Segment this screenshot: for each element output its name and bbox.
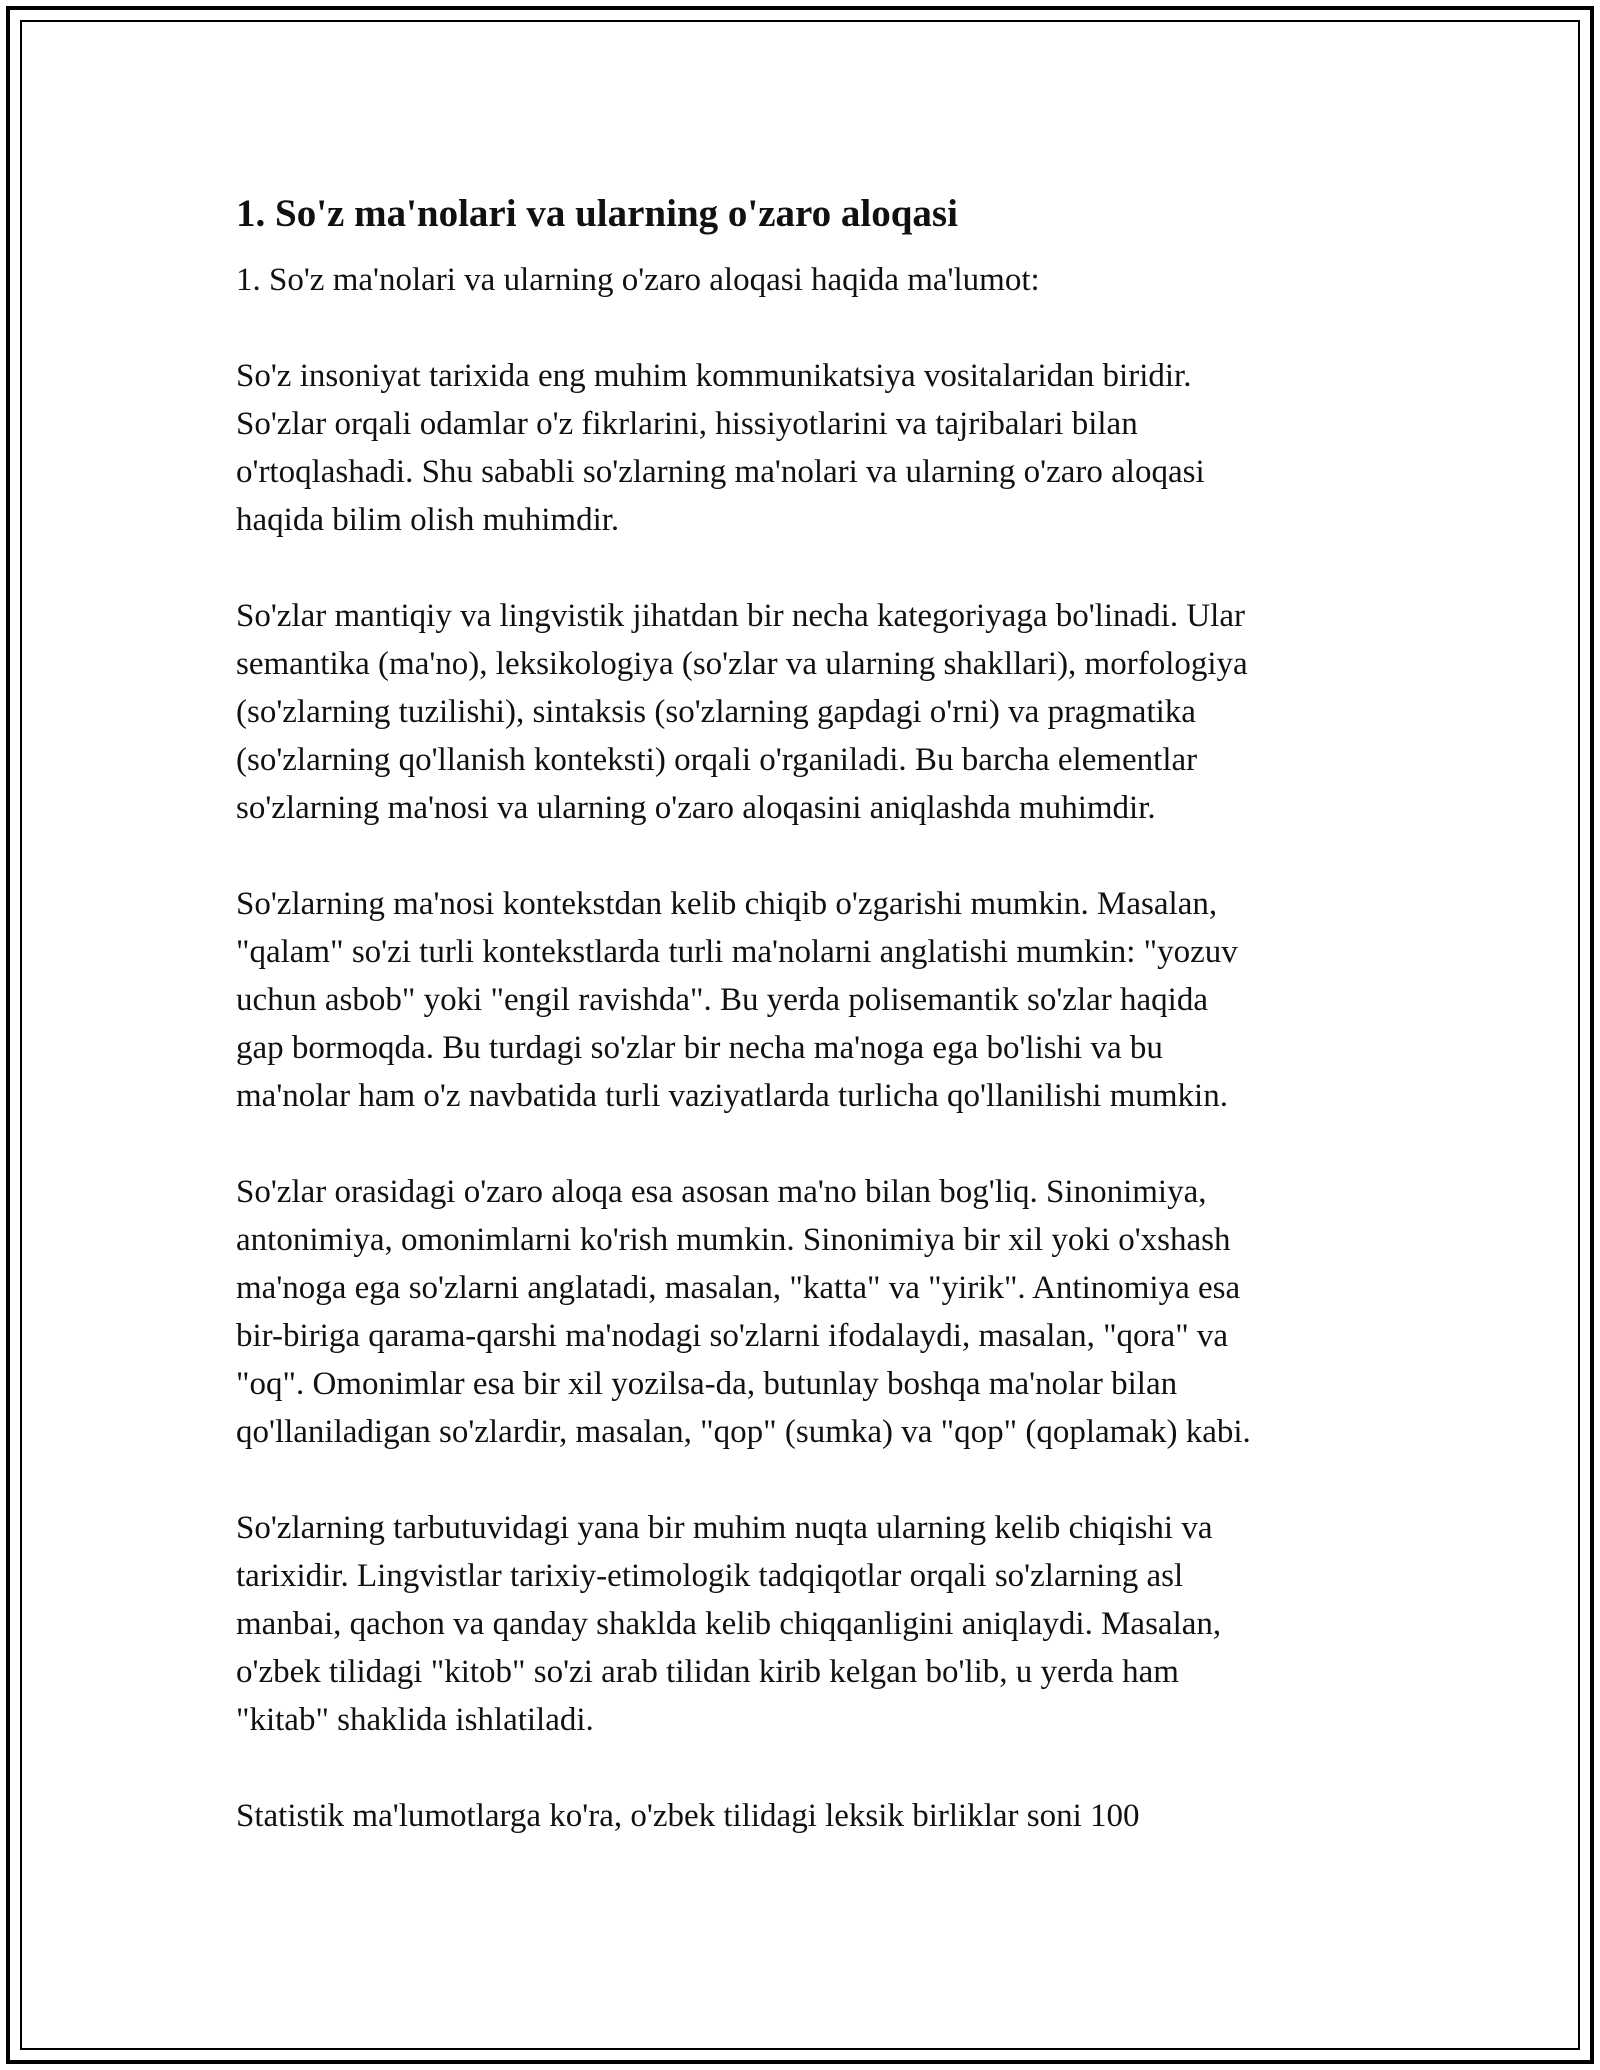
document-body xyxy=(236,186,1396,1840)
paragraph xyxy=(236,1792,1396,1840)
paragraph xyxy=(236,592,1396,832)
paragraph-line: so'zlarning ma'nosi va ularning o'zaro aloqasini aniqlashda muhimdir. xyxy=(236,790,1156,826)
paragraph-line: ma'nolar ham o'z navbatida turli vaziyatlarda turlicha qo'llanilishi mumkin. xyxy=(236,1078,1228,1114)
paragraph-line: antonimiya, omonimlarni ko'rish mumkin. Sinonimiya bir xil yoki o'xshash xyxy=(236,1222,1231,1258)
paragraph-line: o'zbek tilidagi "kitob" so'zi arab tilidan kirib kelgan bo'lib, u yerda ham xyxy=(236,1654,1179,1690)
intro-line: 1. So'z ma'nolari va ularning o'zaro aloqasi haqida ma'lumot: xyxy=(236,262,1040,298)
paragraph-line: So'zlar orqali odamlar o'z fikrlarini, hissiyotlarini va tajribalari bilan xyxy=(236,406,1138,442)
paragraph-line: uchun asbob" yoki "engil ravishda". Bu yerda polisemantik so'zlar haqida xyxy=(236,982,1208,1018)
paragraph-line: "kitab" shaklida ishlatiladi. xyxy=(236,1702,594,1738)
paragraph-line: manbai, qachon va qanday shaklda kelib chiqqanligini aniqlaydi. Masalan, xyxy=(236,1606,1222,1642)
paragraph-line: qo'llaniladigan so'zlardir, masalan, "qop" (sumka) va "qop" (qoplamak) kabi. xyxy=(236,1414,1251,1450)
paragraph-line: o'rtoqlashadi. Shu sababli so'zlarning ma'nolari va ularning o'zaro aloqasi xyxy=(236,454,1205,490)
paragraph xyxy=(236,1168,1396,1456)
paragraph-line: So'zlarning tarbutuvidagi yana bir muhim nuqta ularning kelib chiqishi va xyxy=(236,1510,1213,1546)
paragraph-line: So'z insoniyat tarixida eng muhim kommunikatsiya vositalaridan biridir. xyxy=(236,358,1192,394)
paragraph xyxy=(236,880,1396,1120)
paragraph-line: So'zlar mantiqiy va lingvistik jihatdan bir necha kategoriyaga bo'linadi. Ular xyxy=(236,598,1245,634)
paragraph-line: Statistik ma'lumotlarga ko'ra, o'zbek tilidagi leksik birliklar soni 100 xyxy=(236,1798,1140,1834)
paragraph-line: So'zlarning ma'nosi kontekstdan kelib chiqib o'zgarishi mumkin. Masalan, xyxy=(236,886,1218,922)
paragraph-line: tarixidir. Lingvistlar tarixiy-etimologik tadqiqotlar orqali so'zlarning asl xyxy=(236,1558,1184,1594)
paragraph-line: haqida bilim olish muhimdir. xyxy=(236,502,620,538)
paragraph-line: "oq". Omonimlar esa bir xil yozilsa-da, butunlay boshqa ma'nolar bilan xyxy=(236,1366,1178,1402)
paragraph xyxy=(236,352,1396,544)
document-title: 1. So'z ma'nolari va ularning o'zaro aloqasi xyxy=(236,192,958,235)
paragraph-line: bir-biriga qarama-qarshi ma'nodagi so'zlarni ifodalaydi, masalan, "qora" va xyxy=(236,1318,1229,1354)
paragraph-line: "qalam" so'zi turli kontekstlarda turli ma'nolarni anglatishi mumkin: "yozuv xyxy=(236,934,1238,970)
paragraph-line: ma'noga ega so'zlarni anglatadi, masalan, "katta" va "yirik". Antinomiya esa xyxy=(236,1270,1241,1306)
paragraph-line: So'zlar orasidagi o'zaro aloqa esa asosan ma'no bilan bog'liq. Sinonimiya, xyxy=(236,1174,1207,1210)
paragraph-line: (so'zlarning tuzilishi), sintaksis (so'zlarning gapdagi o'rni) va pragmatika xyxy=(236,694,1196,730)
paragraph-line: semantika (ma'no), leksikologiya (so'zlar va ularning shakllari), morfologiya xyxy=(236,646,1248,682)
paragraph-line: (so'zlarning qo'llanish konteksti) orqali o'rganiladi. Bu barcha elementlar xyxy=(236,742,1198,778)
paragraph-line: gap bormoqda. Bu turdagi so'zlar bir necha ma'noga ega bo'lishi va bu xyxy=(236,1030,1163,1066)
paragraph xyxy=(236,1504,1396,1744)
